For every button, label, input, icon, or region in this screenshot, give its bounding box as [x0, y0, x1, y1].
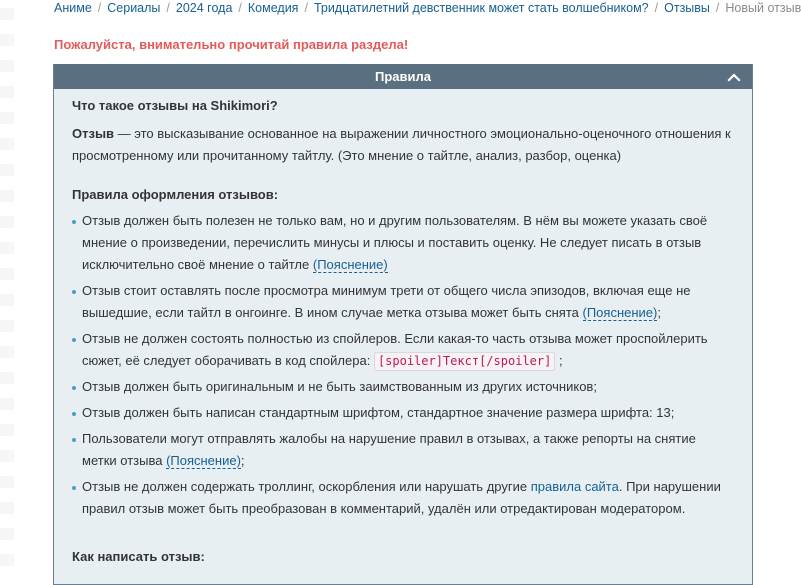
strip-square — [0, 320, 14, 332]
breadcrumb-separator: / — [304, 1, 308, 15]
strip-square — [0, 216, 14, 228]
rules-warning: Пожалуйста, внимательно прочитай правила раздела! — [54, 37, 409, 52]
rule-tail: ; — [657, 305, 661, 320]
strip-square — [0, 60, 14, 72]
formatting-title: Правила оформления отзывов: — [72, 187, 279, 202]
rule-text: Отзыв должен быть оригинальным и не быть заимствованным из других источников; — [82, 379, 597, 394]
rule-text: Отзыв не должен содержать троллинг, оскорбления или нарушать другие — [82, 479, 531, 494]
strip-square — [0, 528, 14, 540]
breadcrumb-separator: / — [654, 1, 659, 15]
strip-square — [0, 346, 14, 358]
rules-header-title: Правила — [375, 69, 431, 84]
bullet-icon — [72, 438, 76, 442]
list-item — [72, 476, 734, 520]
rules-header[interactable] — [54, 64, 752, 89]
rules-body — [54, 89, 752, 520]
explanation-link[interactable]: (Пояснение) — [582, 305, 658, 320]
strip-square — [0, 86, 14, 98]
strip-square — [0, 164, 14, 176]
intro-term: Отзыв — [72, 126, 115, 141]
explanation-link[interactable]: (Пояснение) — [312, 257, 388, 272]
strip-square — [0, 554, 14, 566]
breadcrumb-reviews[interactable]: Отзывы — [664, 1, 710, 15]
rule-tail: . При нарушении правил отзыв может быть преобразован в комментарий, удалён или отредактирован модератором. — [82, 479, 721, 516]
breadcrumb-anime[interactable]: Аниме — [54, 1, 92, 15]
spoiler-code: [spoiler]Текст[/spoiler] — [374, 352, 555, 371]
list-item — [72, 376, 734, 398]
breadcrumb-title[interactable]: Тридцатилетний девственник может стать волшебником? — [313, 1, 649, 15]
chevron-up-icon[interactable] — [726, 64, 742, 89]
breadcrumb-current: Новый отзыв — [725, 1, 801, 15]
breadcrumb-separator: / — [166, 1, 170, 15]
rule-text: Пользователи могут отправлять жалобы на нарушение правил в отзывах, а также репорты на снятие метки отзыва — [82, 431, 696, 468]
strip-square — [0, 190, 14, 202]
left-decorative-strip — [0, 0, 36, 572]
strip-square — [0, 398, 14, 410]
strip-square — [0, 34, 14, 46]
strip-square — [0, 242, 14, 254]
rules-intro — [72, 123, 734, 167]
rule-text: Отзыв стоит оставлять после просмотра минимум трети от общего числа эпизодов, включая еще не вышедшие, если тайтл в онгоинге. В ином случае метка отзыва может быть снята — [82, 283, 691, 320]
intro-text: — это высказывание основанное на выражении личностного эмоционально-оценочного отношения к просмотренному или прочитанному тайтлу. (Это мнение о тайтле, анализ, разбор, оценка) — [72, 126, 731, 163]
list-item — [72, 280, 734, 324]
chevron-up-svg — [728, 73, 740, 81]
how-to-write-title: Как написать отзыв: — [72, 549, 205, 564]
strip-square — [0, 476, 14, 488]
strip-square — [0, 112, 14, 124]
breadcrumb-genre[interactable]: Комедия — [247, 1, 299, 15]
strip-square — [0, 450, 14, 462]
rule-text: Отзыв не должен состоять полностью из спойлеров. Если какая-то часть отзыва может проспойлерить сюжет, её следует оборачивать в код спойлера: — [82, 331, 708, 368]
strip-square — [0, 424, 14, 436]
site-rules-link[interactable]: правила сайта — [530, 479, 619, 494]
strip-square — [0, 294, 14, 306]
bullet-icon — [72, 220, 76, 224]
breadcrumb-series[interactable]: Сериалы — [107, 1, 161, 15]
breadcrumb-separator: / — [238, 1, 242, 15]
rule-text: Отзыв должен быть полезен не только вам, но и другим пользователям. В нём вы можете указать своё мнение о произведении, перечислить минусы и плюсы и поставить оценку. Не следует писать в отзыв исключительно своё мнение о тайтле — [82, 213, 708, 272]
bullet-icon — [72, 386, 76, 390]
bullet-icon — [72, 290, 76, 294]
bullet-icon — [72, 486, 76, 490]
strip-square — [0, 502, 14, 514]
rule-tail: ; — [240, 453, 245, 468]
breadcrumb — [54, 0, 801, 18]
list-item — [72, 328, 734, 372]
strip-square — [0, 8, 14, 20]
rule-tail: ; — [555, 353, 563, 368]
rules-question-title: Что такое отзывы на Shikimori? — [72, 98, 278, 113]
breadcrumb-separator: / — [97, 1, 102, 15]
list-item — [72, 428, 734, 472]
rules-list — [72, 210, 734, 520]
rules-panel — [53, 64, 753, 585]
strip-square — [0, 138, 14, 150]
strip-square — [0, 372, 14, 384]
bullet-icon — [72, 338, 76, 342]
breadcrumb-year[interactable]: 2024 года — [175, 1, 233, 15]
strip-square — [0, 268, 14, 280]
rule-text: Отзыв должен быть написан стандартным шрифтом, стандартное значение размера шрифта: 13; — [82, 405, 675, 420]
explanation-link[interactable]: (Пояснение) — [166, 453, 241, 468]
bullet-icon — [72, 412, 76, 416]
list-item — [72, 402, 734, 424]
list-item — [72, 210, 734, 276]
breadcrumb-separator: / — [715, 1, 720, 15]
